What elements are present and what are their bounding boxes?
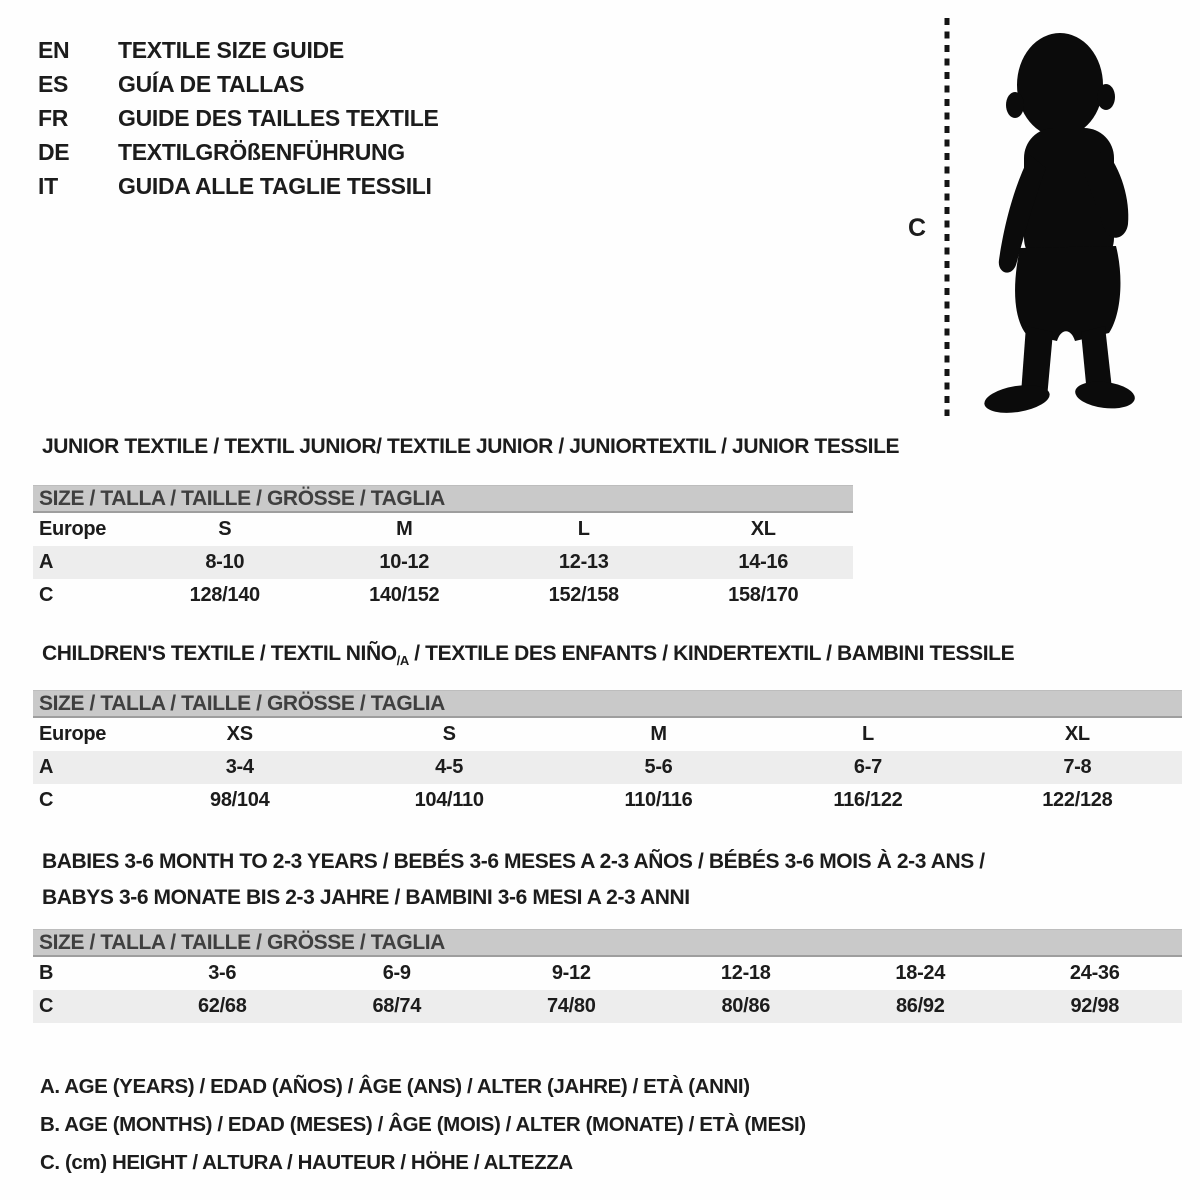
- cell-value: 7-8: [1063, 756, 1092, 778]
- language-code: DE: [38, 138, 70, 165]
- baby-silhouette-figure: [900, 10, 1190, 425]
- section-title-children-sub: /A: [396, 653, 409, 669]
- column-header: S: [218, 518, 232, 540]
- cell-value: 10-12: [379, 551, 430, 573]
- table-row-height: [33, 579, 853, 612]
- table-row-age: [33, 751, 1182, 784]
- language-code: FR: [38, 104, 69, 131]
- cell-value: 5-6: [644, 756, 673, 778]
- cell-value: 24-36: [1069, 962, 1120, 984]
- table-row-height: [33, 784, 1182, 817]
- cell-value: 116/122: [833, 789, 903, 811]
- row-label: B: [39, 962, 54, 984]
- cell-value: 104/110: [414, 789, 484, 811]
- language-code: EN: [38, 36, 70, 63]
- cell-value: 92/98: [1070, 995, 1120, 1017]
- cell-value: 86/92: [895, 995, 945, 1017]
- cell-value: 110/116: [624, 789, 693, 811]
- toddler-silhouette-icon: [982, 33, 1136, 417]
- language-title-list: [38, 33, 439, 203]
- language-title: GUÍA DE TALLAS: [118, 70, 305, 97]
- cell-value: 140/152: [369, 584, 440, 606]
- region-label: Europe: [39, 518, 107, 540]
- junior-size-table: [33, 485, 853, 612]
- legend-line-b: B. AGE (MONTHS) / EDAD (MESES) / ÂGE (MOIS) / ALTER (MONATE) / ETÀ (MESI): [40, 1113, 806, 1136]
- column-header: M: [650, 723, 667, 745]
- row-label: A: [39, 756, 54, 778]
- cell-value: 158/170: [728, 584, 799, 606]
- language-row-en: [38, 33, 439, 67]
- cell-value: 4-5: [435, 756, 464, 778]
- table-row-columns: [33, 513, 853, 546]
- language-row-es: [38, 67, 439, 101]
- row-label: C: [39, 995, 54, 1017]
- row-label: C: [39, 584, 54, 606]
- language-code: ES: [38, 70, 69, 97]
- table-row-age-months: [33, 957, 1182, 990]
- babies-size-table: [33, 929, 1182, 1023]
- section-title-babies-line1: BABIES 3-6 MONTH TO 2-3 YEARS / BEBÉS 3-6 MESES A 2-3 AÑOS / BÉBÉS 3-6 MOIS À 2-3 ANS /: [42, 850, 985, 873]
- cell-value: 3-6: [208, 962, 237, 984]
- column-header: XL: [1064, 723, 1090, 745]
- cell-value: 12-18: [720, 962, 771, 984]
- column-header: L: [577, 518, 590, 540]
- row-label: C: [39, 789, 54, 811]
- size-header-bar: SIZE / TALLA / TAILLE / GRÖSSE / TAGLIA: [33, 690, 1182, 718]
- region-label: Europe: [39, 723, 107, 745]
- size-header-bar: SIZE / TALLA / TAILLE / GRÖSSE / TAGLIA: [33, 929, 1182, 957]
- language-code: IT: [38, 172, 58, 199]
- cell-value: 62/68: [197, 995, 247, 1017]
- legend: [40, 1068, 806, 1182]
- section-title-junior: JUNIOR TEXTILE / TEXTIL JUNIOR/ TEXTILE JUNIOR / JUNIORTEXTIL / JUNIOR TESSILE: [42, 435, 900, 458]
- table-row-age: [33, 546, 853, 579]
- language-row-it: [38, 169, 439, 203]
- language-title: TEXTILE SIZE GUIDE: [118, 36, 344, 63]
- legend-line-c: C. (cm) HEIGHT / ALTURA / HAUTEUR / HÖHE / ALTEZZA: [40, 1151, 573, 1174]
- row-label: A: [39, 551, 54, 573]
- cell-value: 74/80: [546, 995, 596, 1017]
- column-header: XS: [226, 723, 253, 745]
- column-header: S: [442, 723, 456, 745]
- cell-value: 80/86: [721, 995, 771, 1017]
- height-measure-label: C: [908, 214, 927, 242]
- children-size-table: [33, 690, 1182, 817]
- section-title-babies-line2: BABYS 3-6 MONATE BIS 2-3 JAHRE / BAMBINI 3-6 MESI A 2-3 ANNI: [42, 886, 690, 909]
- column-header: L: [861, 723, 874, 745]
- language-title: GUIDE DES TAILLES TEXTILE: [118, 104, 439, 131]
- cell-value: 6-7: [853, 756, 882, 778]
- language-row-fr: [38, 101, 439, 135]
- cell-value: 9-12: [551, 962, 591, 984]
- cell-value: 12-13: [558, 551, 609, 573]
- section-title-children: [42, 642, 1014, 668]
- language-title: TEXTILGRÖßENFÜHRUNG: [118, 138, 405, 165]
- cell-value: 6-9: [382, 962, 411, 984]
- cell-value: 68/74: [372, 995, 422, 1017]
- cell-value: 8-10: [205, 551, 245, 573]
- language-row-de: [38, 135, 439, 169]
- cell-value: 152/158: [548, 584, 619, 606]
- cell-value: 128/140: [189, 584, 260, 606]
- language-title: GUIDA ALLE TAGLIE TESSILI: [118, 172, 432, 199]
- cell-value: 3-4: [225, 756, 254, 778]
- section-title-children-rest: / TEXTILE DES ENFANTS / KINDERTEXTIL / BAMBINI TESSILE: [408, 642, 1015, 665]
- legend-line-a: A. AGE (YEARS) / EDAD (AÑOS) / ÂGE (ANS) / ALTER (JAHRE) / ETÀ (ANNI): [40, 1075, 750, 1098]
- cell-value: 122/128: [1042, 789, 1113, 811]
- table-row-columns: [33, 718, 1182, 751]
- table-row-height: [33, 990, 1182, 1023]
- cell-value: 14-16: [738, 551, 789, 573]
- cell-value: 98/104: [210, 789, 270, 811]
- column-header: XL: [750, 518, 776, 540]
- column-header: M: [396, 518, 413, 540]
- cell-value: 18-24: [895, 962, 946, 984]
- section-title-children-main: CHILDREN'S TEXTILE / TEXTIL NIÑO: [42, 642, 397, 665]
- size-header-bar: SIZE / TALLA / TAILLE / GRÖSSE / TAGLIA: [33, 485, 853, 513]
